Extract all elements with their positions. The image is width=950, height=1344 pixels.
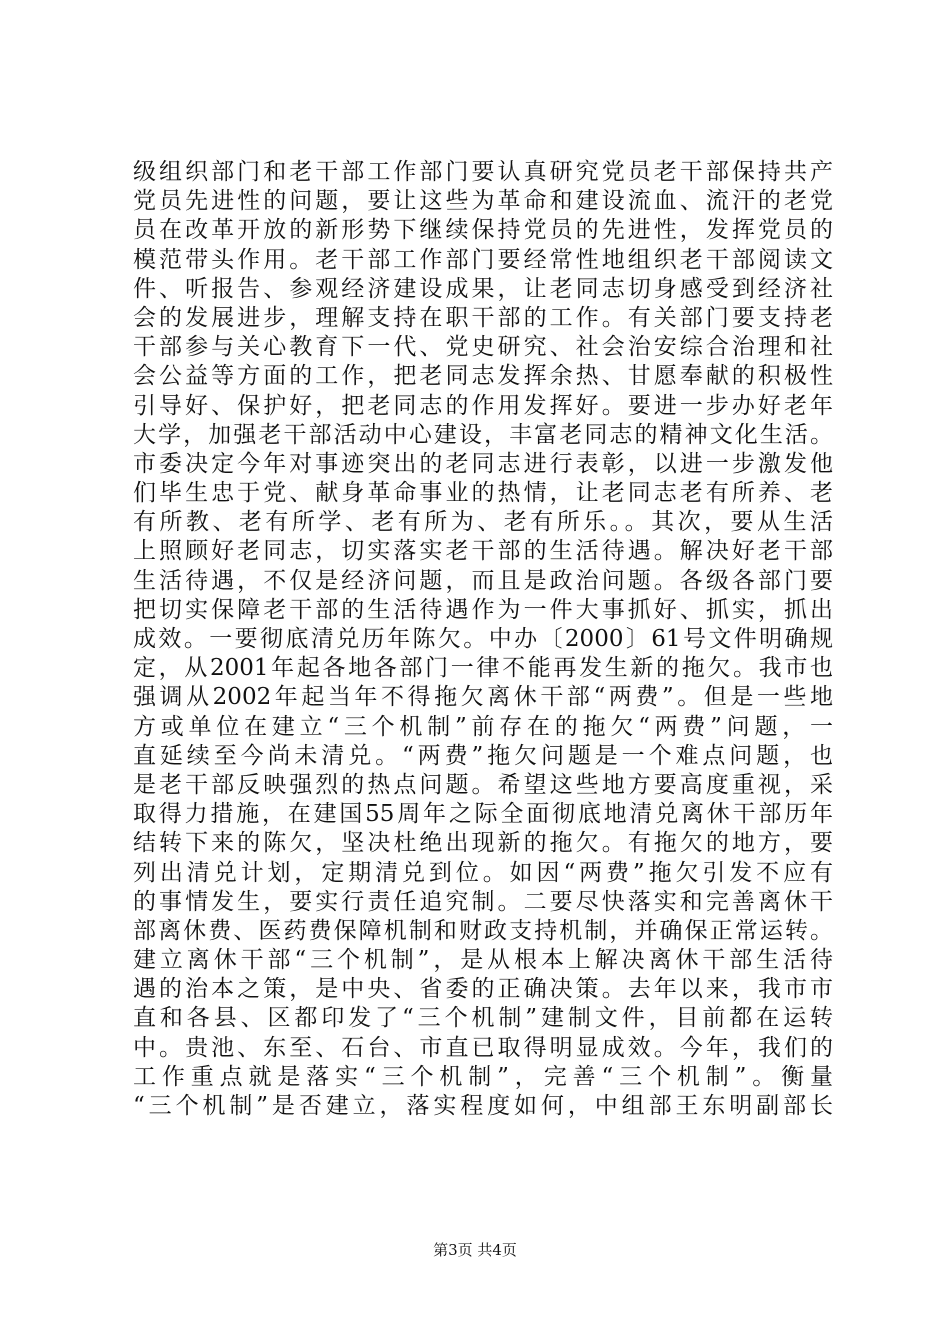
text-line: 党员先进性的问题，要让这些为革命和建设流血、流汗的老党 [133, 188, 833, 215]
text-line: 会的发展进步，理解支持在职干部的工作。有关部门要支持老 [133, 304, 833, 331]
text-line: 工作重点就是落实“三个机制”，完善“三个机制”。衡量 [133, 1063, 833, 1090]
text-line: 模范带头作用。老干部工作部门要经常性地组织老干部阅读文 [133, 246, 833, 273]
text-line: “三个机制”是否建立，落实程度如何，中组部王东明副部长 [133, 1093, 833, 1119]
text-line: 方或单位在建立“三个机制”前存在的拖欠“两费”问题，一 [133, 713, 833, 740]
text-line: 引导好、保护好，把老同志的作用发挥好。要进一步办好老年 [133, 392, 833, 419]
text-line: 中。贵池、东至、石台、市直已取得明显成效。今年，我们的 [133, 1034, 833, 1061]
text-line: 直和各县、区都印发了“三个机制”建制文件，目前都在运转 [133, 1005, 833, 1032]
text-line: 直延续至今尚未清兑。“两费”拖欠问题是一个难点问题，也 [133, 742, 833, 769]
text-line: 大学，加强老干部活动中心建设，丰富老同志的精神文化生活。 [133, 421, 833, 448]
text-line: 列出清兑计划，定期清兑到位。如因“两费”拖欠引发不应有 [133, 859, 833, 886]
text-line: 上照顾好老同志，切实落实老干部的生活待遇。解决好老干部 [133, 538, 833, 565]
text-line: 级组织部门和老干部工作部门要认真研究党员老干部保持共产 [133, 159, 833, 185]
text-line: 员在改革开放的新形势下继续保持党员的先进性，发挥党员的 [133, 217, 833, 244]
body-text [133, 158, 833, 1121]
text-line: 有所教、老有所学、老有所为、老有所乐。。其次，要从生活 [133, 509, 833, 536]
text-line: 件、听报告、参观经济建设成果，让老同志切身感受到经济社 [133, 275, 833, 302]
text-line: 的事情发生，要实行责任追究制。二要尽快落实和完善离休干 [133, 888, 833, 915]
text-line: 成效。一要彻底清兑历年陈欠。中办〔2000〕61号文件明确规 [133, 626, 833, 652]
text-line: 干部参与关心教育下一代、党史研究、社会治安综合治理和社 [133, 334, 833, 361]
text-line: 遇的治本之策，是中央、省委的正确决策。去年以来，我市市 [133, 976, 833, 1003]
text-line: 会公益等方面的工作，把老同志发挥余热、甘愿奉献的积极性 [133, 363, 833, 390]
text-line: 强调从2002年起当年不得拖欠离休干部“两费”。但是一些地 [133, 684, 833, 711]
text-line: 市委决定今年对事迹突出的老同志进行表彰，以进一步激发他 [133, 450, 833, 477]
text-line: 结转下来的陈欠，坚决杜绝出现新的拖欠。有拖欠的地方，要 [133, 830, 833, 857]
text-line: 建立离休干部“三个机制”，是从根本上解决离休干部生活待 [133, 947, 833, 974]
text-line: 是老干部反映强烈的热点问题。希望这些地方要高度重视，采 [133, 771, 833, 798]
text-line: 们毕生忠于党、献身革命事业的热情，让老同志老有所养、老 [133, 480, 833, 507]
text-line: 部离休费、医药费保障机制和财政支持机制，并确保正常运转。 [133, 917, 833, 944]
text-line: 取得力措施，在建国55周年之际全面彻底地清兑离休干部历年 [133, 801, 833, 828]
text-line: 生活待遇，不仅是经济问题，而且是政治问题。各级各部门要 [133, 567, 833, 594]
text-line: 把切实保障老干部的生活待遇作为一件大事抓好、抓实，抓出 [133, 596, 833, 623]
text-line: 定，从2001年起各地各部门一律不能再发生新的拖欠。我市也 [133, 655, 833, 682]
page-footer: 第3页 共4页 [433, 1241, 517, 1259]
